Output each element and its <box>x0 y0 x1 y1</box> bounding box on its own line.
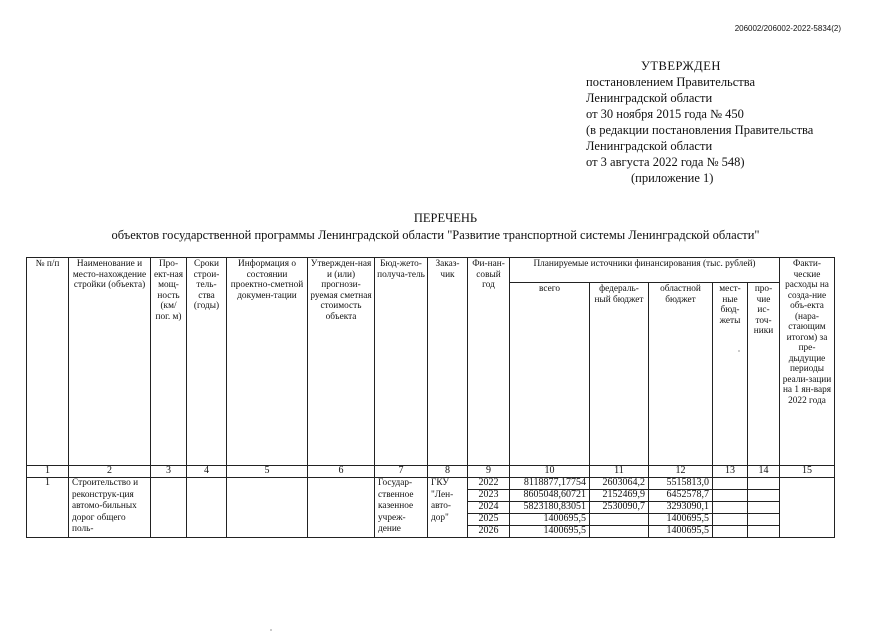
approval-stamp <box>586 58 846 186</box>
fin-federal: 2152469,9 <box>590 490 649 502</box>
column-number-row <box>27 466 835 478</box>
column-number: 11 <box>590 466 649 478</box>
header-sources-group: Планируемые источники финансирования (тыс. рублей) <box>510 258 780 283</box>
row-terms <box>187 478 227 538</box>
document-heading <box>0 210 871 244</box>
header-fin-year: Фи-нан-совый год <box>468 258 510 466</box>
header-recipient: Бюд-жето-получа-тель <box>375 258 428 466</box>
fin-year: 2022 <box>468 478 510 490</box>
fin-year: 2025 <box>468 514 510 526</box>
header-federal: федераль-ный бюджет <box>590 283 649 466</box>
fin-local <box>713 514 748 526</box>
approval-line: (в редакции постановления Правительства <box>586 123 814 137</box>
document-id: 206002/206002-2022-5834(2) <box>734 24 841 33</box>
header-name: Наименование и место-нахождение стройки (объекта) <box>69 258 151 466</box>
column-number: 13 <box>713 466 748 478</box>
scan-speck <box>270 629 272 631</box>
row-design-docs <box>227 478 308 538</box>
column-number: 10 <box>510 466 590 478</box>
row-customer: ГКУ "Лен-авто-дор" <box>428 478 468 538</box>
fin-other <box>748 502 780 514</box>
table-row <box>27 478 835 490</box>
column-number: 1 <box>27 466 69 478</box>
fin-local <box>713 478 748 490</box>
column-number: 4 <box>187 466 227 478</box>
row-name: Строительство и реконструк-ция автомо-бильных дорог общего поль- <box>69 478 151 538</box>
row-approved-cost <box>308 478 375 538</box>
approval-line: от 30 ноября 2015 года № 450 <box>586 107 744 121</box>
fin-regional: 1400695,5 <box>649 514 713 526</box>
row-capacity <box>151 478 187 538</box>
fin-other <box>748 514 780 526</box>
fin-federal: 2603064,2 <box>590 478 649 490</box>
fin-local <box>713 490 748 502</box>
row-num: 1 <box>27 478 69 538</box>
fin-local <box>713 526 748 538</box>
column-number: 7 <box>375 466 428 478</box>
fin-other <box>748 478 780 490</box>
document-subtitle: объектов государственной программы Ленинградской области "Развитие транспортной системы Ленинградской области" <box>111 228 760 242</box>
header-other: про-чие ис-точ-ники <box>748 283 780 466</box>
column-number: 5 <box>227 466 308 478</box>
approval-line: Ленинградской области <box>586 139 713 153</box>
column-number: 8 <box>428 466 468 478</box>
column-number: 6 <box>308 466 375 478</box>
fin-federal <box>590 526 649 538</box>
fin-regional: 5515813,0 <box>649 478 713 490</box>
scan-speck <box>738 350 740 352</box>
objects-table <box>26 257 835 538</box>
fin-regional: 1400695,5 <box>649 526 713 538</box>
header-actual: Факти-ческие расходы на созда-ние объ-екта (нара-стающим итогом) за пре-дыдущие периоды реали-зации на 1 ян-варя 2022 года <box>780 258 835 466</box>
fin-regional: 3293090,1 <box>649 502 713 514</box>
column-number: 15 <box>780 466 835 478</box>
fin-total: 5823180,83051 <box>510 502 590 514</box>
row-actual <box>780 478 835 538</box>
approval-line: от 3 августа 2022 года № 548) <box>586 155 745 169</box>
fin-local <box>713 502 748 514</box>
column-number: 9 <box>468 466 510 478</box>
fin-other <box>748 526 780 538</box>
fin-total: 1400695,5 <box>510 526 590 538</box>
header-total: всего <box>510 283 590 466</box>
header-regional: областной бюджет <box>649 283 713 466</box>
fin-total: 8605048,60721 <box>510 490 590 502</box>
header-approved-cost: Утвержден-ная и (или) прогнози-руемая сметная стоимость объекта <box>308 258 375 466</box>
approval-appendix: (приложение 1) <box>631 171 714 185</box>
fin-regional: 6452578,7 <box>649 490 713 502</box>
header-design-docs: Информация о состоянии проектно-сметной докумен-тации <box>227 258 308 466</box>
fin-federal <box>590 514 649 526</box>
approval-line: постановлением Правительства <box>586 75 756 89</box>
approval-line: Ленинградской области <box>586 91 713 105</box>
document-title: ПЕРЕЧЕНЬ <box>413 211 478 225</box>
fin-total: 1400695,5 <box>510 514 590 526</box>
header-local: мест-ные бюд-жеты <box>713 283 748 466</box>
fin-year: 2024 <box>468 502 510 514</box>
approval-title: УТВЕРЖДЕН <box>641 59 721 73</box>
column-number: 2 <box>69 466 151 478</box>
column-number: 14 <box>748 466 780 478</box>
fin-federal: 2530090,7 <box>590 502 649 514</box>
row-recipient: Государ-ственное казенное учреж-дение <box>375 478 428 538</box>
fin-year: 2023 <box>468 490 510 502</box>
header-capacity: Про-ект-ная мощ-ность (км/ пог. м) <box>151 258 187 466</box>
header-row <box>27 258 835 283</box>
header-terms: Сроки строи-тель-ства (годы) <box>187 258 227 466</box>
header-num: № п/п <box>27 258 69 466</box>
column-number: 3 <box>151 466 187 478</box>
fin-year: 2026 <box>468 526 510 538</box>
fin-other <box>748 490 780 502</box>
fin-total: 8118877,17754 <box>510 478 590 490</box>
header-customer: Заказ-чик <box>428 258 468 466</box>
column-number: 12 <box>649 466 713 478</box>
